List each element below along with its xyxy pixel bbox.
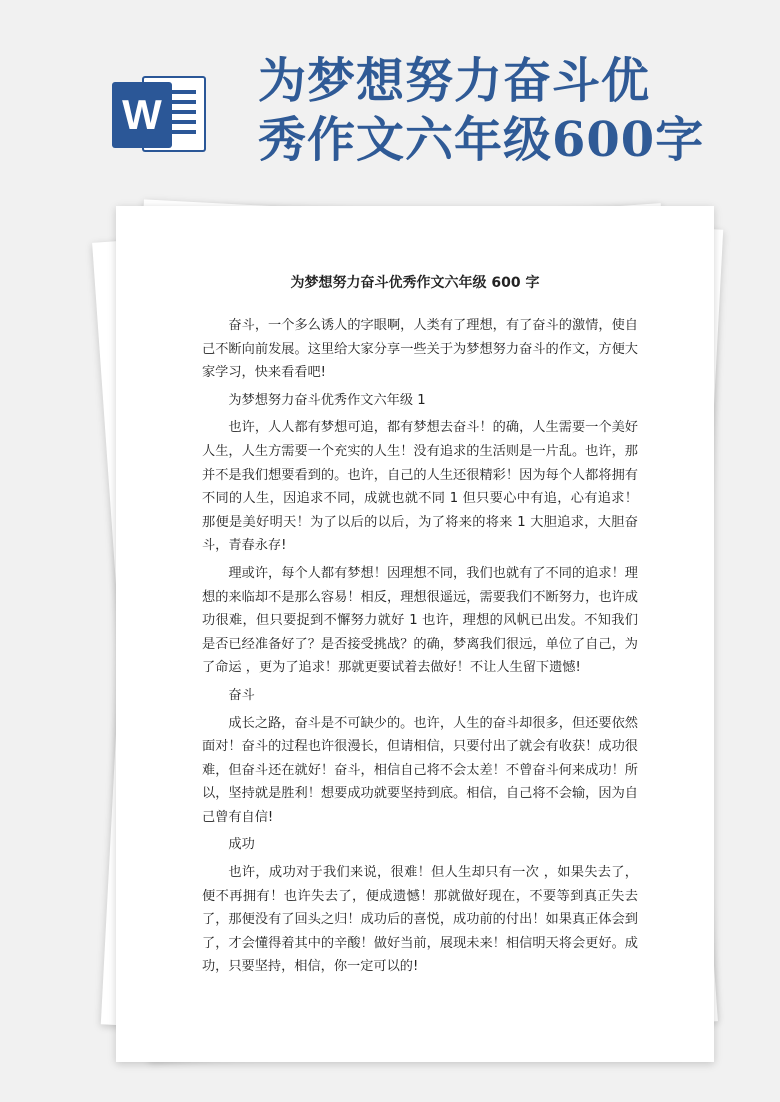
- paragraph: 理或许，每个人都有梦想！因理想不同，我们也就有了不同的追求！理想的来临却不是那么容易！相反，理想很遥远，需要我们不断努力，也许成功很难，但只要捉到不懈努力就好 1 也许，理想的风帆已出发。不知我们是否已经准备好了？是否接受挑战？的确，梦离我们很远，单位了自己，为了命运 ，更为了追求！那就更要试着去做好！不让人生留下遗憾!: [202, 565, 638, 676]
- paragraph: 也许，人人都有梦想可追，都有梦想去奋斗！的确，人生需要一个美好人生，人生方需要一个充实的人生！没有追求的生活则是一片乱。也许，那并不是我们想要看到的。也许，自己的人生还很精彩！因为每个人都将拥有不同的人生，因追求不同，成就也就不同 1 但只要心中有追，心有追求！那便是美好明天！为了以后的以后，为了将来的将来 1 大胆追求，大胆奋斗，青春永存!: [202, 420, 638, 554]
- page-title: [258, 52, 758, 170]
- document-body: [202, 314, 638, 983]
- paragraph: 成长之路，奋斗是不可缺少的。也许，人生的奋斗却很多，但还要依然面对！奋斗的过程也许很漫长，但请相信，只要付出了就会有收获！成功很难，但奋斗还在就好！奋斗，相信自己将不会太差！不曾奋斗何来成功！所以，坚持就是胜利！想要成功就要坚持到底。相信，自己将不会输，因为自己曾有自信!: [202, 715, 638, 825]
- document-page: [116, 206, 714, 1062]
- section-heading: 奋斗: [228, 687, 255, 703]
- paragraph: 也许，成功对于我们来说，很难！但人生却只有一次 ，如果失去了，便不再拥有！也许失去了，便成遗憾！那就做好现在，不要等到真正失去了，那便没有了回头之归！成功后的喜悦，成功前的付出！如果真正体会到了，才会懂得着其中的辛酸！做好当前，展现未来！相信明天将会更好。成功，只要坚持，相信，你一定可以的!: [202, 865, 638, 975]
- document-title: 为梦想努力奋斗优秀作文六年级 600 字: [290, 275, 540, 291]
- word-logo: [108, 68, 212, 160]
- word-icon: W: [112, 82, 172, 148]
- page-title-line-1: 为梦想努力奋斗优: [258, 53, 651, 109]
- paragraph: 奋斗，一个多么诱人的字眼啊，人类有了理想，有了奋斗的激情，使自己不断向前发展。这里给大家分享一些关于为梦想努力奋斗的作文，方便大家学习，快来看看吧!: [202, 318, 638, 381]
- section-heading: 成功: [228, 837, 255, 853]
- section-heading: 为梦想努力奋斗优秀作文六年级 1: [228, 392, 426, 408]
- page-title-line-2: 秀作文六年级600字: [258, 112, 705, 168]
